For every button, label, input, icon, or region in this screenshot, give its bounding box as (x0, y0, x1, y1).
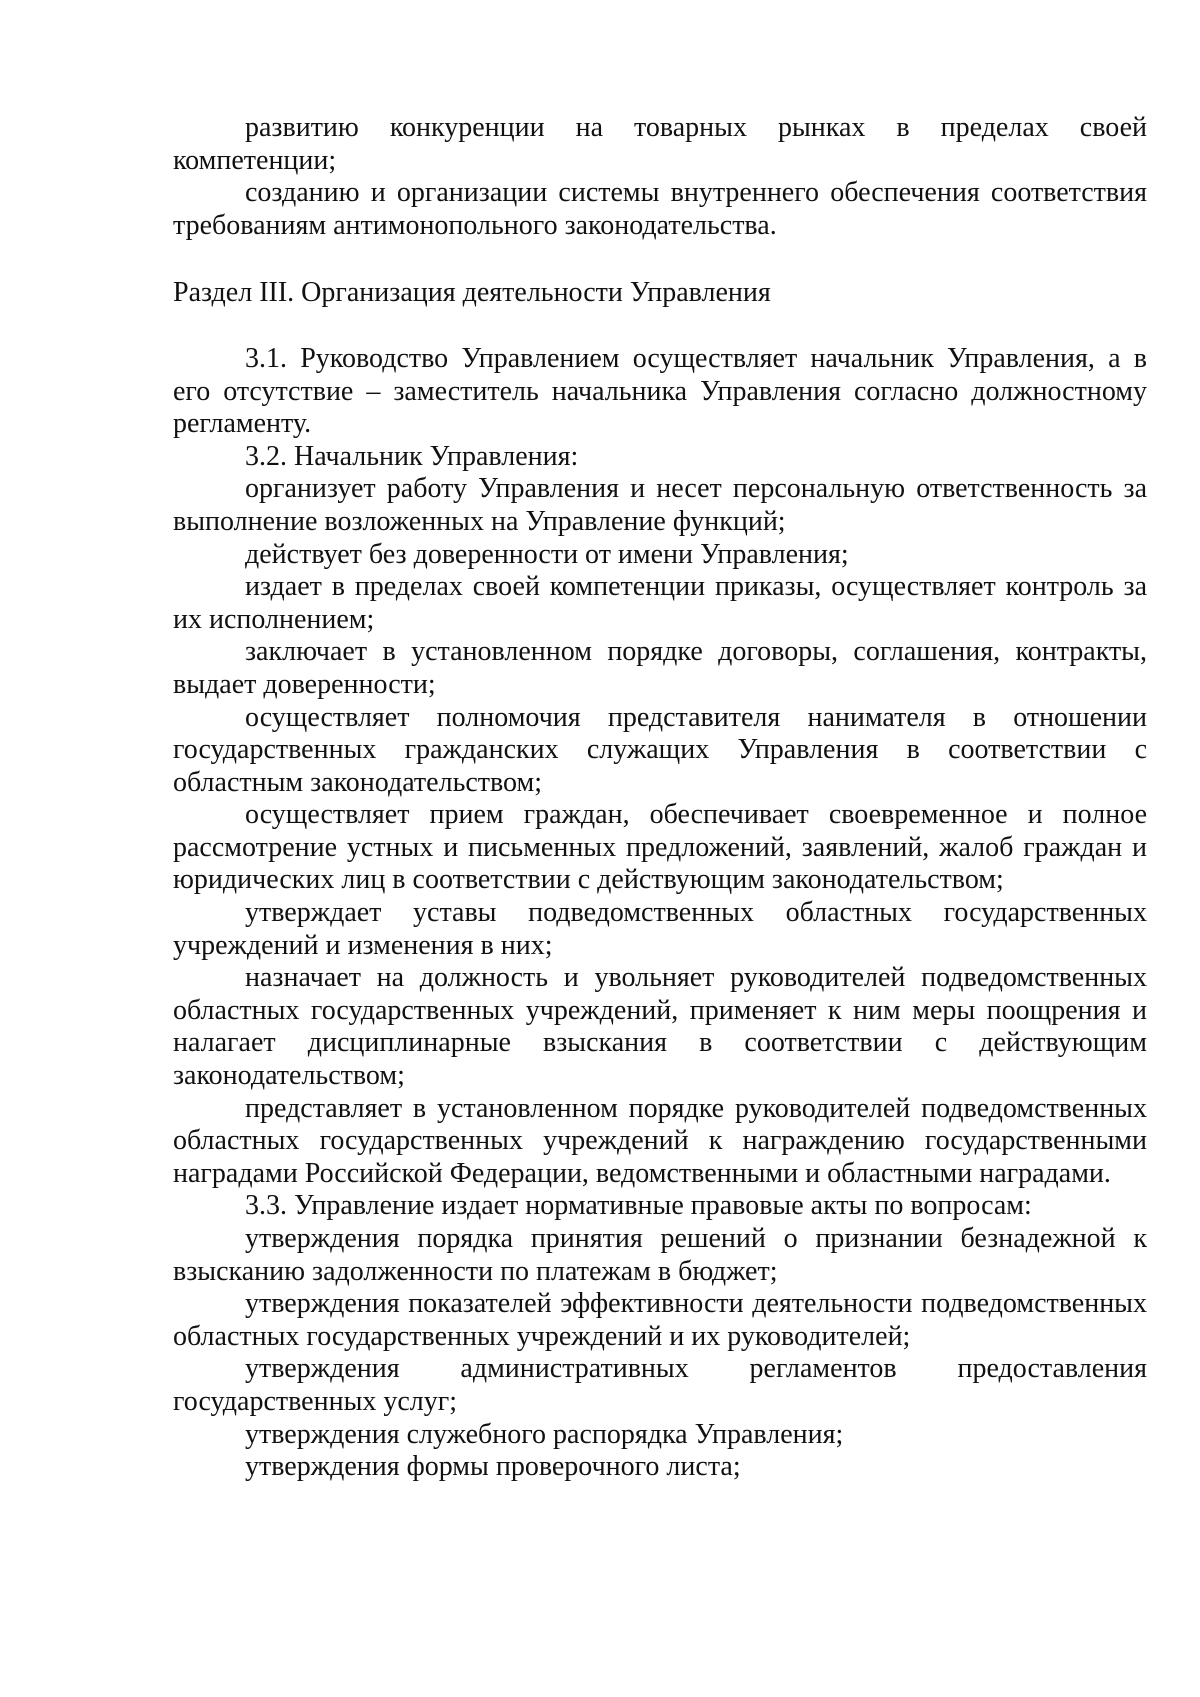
list-item: издает в пределах своей компетенции приказы, осуществляет контроль за их исполнением; (173, 571, 1147, 635)
list-item: заключает в установленном порядке договоры, соглашения, контракты, выдает доверенности; (173, 636, 1147, 700)
paragraph-competition: развитию конкуренции на товарных рынках в пределах своей компетенции; (173, 112, 1147, 176)
list-item: осуществляет полномочия представителя нанимателя в отношении государственных гражданских служащих Управления в соответствии с областным законодательством; (173, 701, 1147, 798)
list-item: утверждения служебного распорядка Управления; (245, 1418, 844, 1450)
list-item: утверждения порядка принятия решений о признании безнадежной к взысканию задолженности по платежам в бюджет; (173, 1223, 1147, 1287)
list-item: утверждения показателей эффективности деятельности подведомственных областных государственных учреждений и их руководителей; (173, 1288, 1147, 1352)
list-item: представляет в установленном порядке руководителей подведомственных областных государственных учреждений к награждению государственными наградами Российской Федерации, ведомственными и областными наградами. (173, 1092, 1147, 1189)
list-item: осуществляет прием граждан, обеспечивает своевременное и полное рассмотрение устных и письменных предложений, заявлений, жалоб граждан и юридических лиц в соответствии с действующим законодательством; (173, 799, 1147, 896)
list-item: назначает на должность и увольняет руководителей подведомственных областных государственных учреждений, применяет к ним меры поощрения и налагает дисциплинарные взыскания в соответствии с действующим законодательством; (173, 962, 1147, 1092)
list-item: действует без доверенности от имени Управления; (245, 538, 849, 570)
section-heading: Раздел III. Организация деятельности Управления (173, 277, 771, 309)
paragraph-antimonopoly-compliance: созданию и организации системы внутреннего обеспечения соответствия требованиям антимонопольного законодательства. (173, 177, 1147, 241)
list-item: утверждения формы проверочного листа; (245, 1451, 741, 1483)
document-body (173, 112, 1147, 1484)
list-item: утверждает уставы подведомственных областных государственных учреждений и изменения в них; (173, 897, 1147, 961)
paragraph-3-2: 3.2. Начальник Управления: (245, 440, 579, 472)
paragraph-3-1: 3.1. Руководство Управлением осуществляет начальник Управления, а в его отсутствие – заместитель начальника Управления согласно должностному регламенту. (173, 342, 1147, 440)
paragraph-3-3: 3.3. Управление издает нормативные правовые акты по вопросам: (245, 1190, 1032, 1222)
list-item: утверждения административных регламентов предоставления государственных услуг; (173, 1353, 1147, 1417)
list-item: организует работу Управления и несет персональную ответственность за выполнение возложенных на Управление функций; (173, 473, 1147, 537)
